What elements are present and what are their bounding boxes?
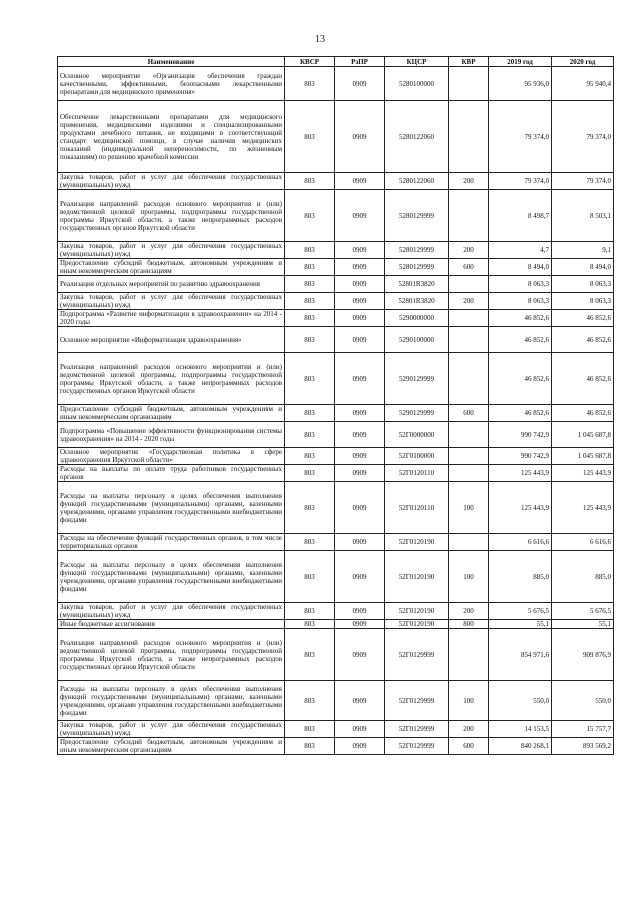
row-kcsr: 52Г0120110 — [385, 482, 449, 534]
table-row — [58, 242, 614, 259]
row-kvsr: 803 — [285, 310, 335, 327]
row-kcsr: 52Г0120190 — [385, 534, 449, 551]
row-kcsr: 5290000000 — [385, 310, 449, 327]
row-amount-2020: 15 757,7 — [552, 721, 614, 738]
row-name: Закупка товаров, работ и услуг для обеспечения государственных (муниципальных) нужд — [58, 293, 285, 310]
header-kvsr: КВСР — [285, 57, 335, 67]
row-amount-2020: 95 940,4 — [552, 67, 614, 101]
row-amount-2020: 46 852,6 — [552, 310, 614, 327]
row-name: Реализация отдельных мероприятий по развитию здравоохранения — [58, 276, 285, 293]
row-kvsr: 803 — [285, 738, 335, 755]
row-kcsr: 5280100000 — [385, 67, 449, 101]
row-amount-2019: 990 742,9 — [489, 422, 552, 448]
row-rzpr: 0909 — [335, 276, 385, 293]
row-kvr: 200 — [449, 173, 489, 190]
row-kvsr: 803 — [285, 465, 335, 482]
row-name: Предоставление субсидий бюджетным, автономным учреждениям и иным некоммерческим организациям — [58, 259, 285, 276]
row-rzpr: 0909 — [335, 405, 385, 422]
header-kvr: КВР — [449, 57, 489, 67]
row-kvsr: 803 — [285, 327, 335, 353]
row-kcsr: 5290129999 — [385, 353, 449, 405]
row-kvr: 600 — [449, 259, 489, 276]
row-kvsr: 803 — [285, 276, 335, 293]
row-amount-2019: 14 153,5 — [489, 721, 552, 738]
row-amount-2020: 79 374,0 — [552, 173, 614, 190]
row-kvr: 200 — [449, 603, 489, 620]
row-kcsr: 52Г0100000 — [385, 448, 449, 465]
row-name: Реализация направлений расходов основного мероприятия и (или) ведомственной целевой программы, подпрограммы государственной программы Иркутской области, а также непрограммных расходов государственных органов Иркутской области — [58, 353, 285, 405]
table-row — [58, 353, 614, 405]
row-kvsr: 803 — [285, 534, 335, 551]
row-kcsr: 52801R3820 — [385, 293, 449, 310]
row-name: Подпрограмма «Развитие информатизации в здравоохранении» на 2014 - 2020 годы — [58, 310, 285, 327]
table-row — [58, 551, 614, 603]
row-kvsr: 803 — [285, 681, 335, 721]
row-kcsr: 52Г0129999 — [385, 721, 449, 738]
row-kvr: 100 — [449, 482, 489, 534]
row-rzpr: 0909 — [335, 310, 385, 327]
row-amount-2020: 8 063,3 — [552, 276, 614, 293]
row-kvr — [449, 448, 489, 465]
row-kvsr: 803 — [285, 405, 335, 422]
row-amount-2020: 6 616,6 — [552, 534, 614, 551]
row-name: Основное мероприятие «Организация обеспечения граждан качественными, эффективными, безопасными лекарственными препаратами для медицинского применения» — [58, 67, 285, 101]
row-kvr: 100 — [449, 551, 489, 603]
row-rzpr: 0909 — [335, 603, 385, 620]
row-kvr — [449, 422, 489, 448]
row-kvr: 200 — [449, 721, 489, 738]
row-amount-2020: 46 852,6 — [552, 405, 614, 422]
header-2019: 2019 год — [489, 57, 552, 67]
row-rzpr: 0909 — [335, 67, 385, 101]
row-rzpr: 0909 — [335, 738, 385, 755]
row-kvr — [449, 276, 489, 293]
row-kvr — [449, 465, 489, 482]
row-kvsr: 803 — [285, 67, 335, 101]
row-amount-2019: 46 852,6 — [489, 405, 552, 422]
row-amount-2019: 8 494,0 — [489, 259, 552, 276]
row-amount-2019: 854 971,6 — [489, 629, 552, 681]
row-rzpr: 0909 — [335, 534, 385, 551]
table-row — [58, 276, 614, 293]
row-kvr — [449, 327, 489, 353]
row-kvr — [449, 101, 489, 173]
row-rzpr: 0909 — [335, 293, 385, 310]
table-row — [58, 721, 614, 738]
table-row — [58, 67, 614, 101]
table-row — [58, 681, 614, 721]
row-name: Закупка товаров, работ и услуг для обеспечения государственных (муниципальных) нужд — [58, 173, 285, 190]
row-rzpr: 0909 — [335, 173, 385, 190]
row-amount-2019: 46 852,6 — [489, 353, 552, 405]
row-kcsr: 52801R3820 — [385, 276, 449, 293]
row-amount-2019: 885,0 — [489, 551, 552, 603]
row-kvsr: 803 — [285, 448, 335, 465]
row-kvsr: 803 — [285, 101, 335, 173]
row-rzpr: 0909 — [335, 259, 385, 276]
row-rzpr: 0909 — [335, 551, 385, 603]
row-kvr: 100 — [449, 681, 489, 721]
row-amount-2019: 79 374,0 — [489, 173, 552, 190]
row-amount-2020: 8 494,0 — [552, 259, 614, 276]
row-name: Расходы на выплаты персоналу в целях обеспечения выполнения функций государственными (муниципальными) органами, казенными учреждениями, органами управления государственными внебюджетными фондами — [58, 482, 285, 534]
row-kcsr: 5280129999 — [385, 242, 449, 259]
row-amount-2020: 909 876,9 — [552, 629, 614, 681]
row-name: Закупка товаров, работ и услуг для обеспечения государственных (муниципальных) нужд — [58, 242, 285, 259]
row-amount-2020: 1 045 687,8 — [552, 448, 614, 465]
row-kvr — [449, 629, 489, 681]
table-row — [58, 482, 614, 534]
row-kvsr: 803 — [285, 422, 335, 448]
row-kvr — [449, 190, 489, 242]
table-row — [58, 293, 614, 310]
row-kvr — [449, 534, 489, 551]
header-rzpr: РзПР — [335, 57, 385, 67]
row-kvr: 800 — [449, 620, 489, 629]
row-name: Расходы на выплаты персоналу в целях обеспечения выполнения функций государственными (муниципальными) органами, казенными учреждениями, органами управления государственными внебюджетными фондами — [58, 681, 285, 721]
row-kcsr: 5280122060 — [385, 173, 449, 190]
row-amount-2020: 893 569,2 — [552, 738, 614, 755]
row-amount-2020: 550,0 — [552, 681, 614, 721]
row-kvr: 200 — [449, 242, 489, 259]
row-kvr — [449, 353, 489, 405]
row-amount-2019: 79 374,0 — [489, 101, 552, 173]
row-name: Расходы на выплаты персоналу в целях обеспечения выполнения функций государственными (муниципальными) органами, казенными учреждениями, органами управления государственными внебюджетными фондами — [58, 551, 285, 603]
row-rzpr: 0909 — [335, 681, 385, 721]
row-kcsr: 52Г0129999 — [385, 738, 449, 755]
row-rzpr: 0909 — [335, 353, 385, 405]
table-row — [58, 310, 614, 327]
row-amount-2019: 8 063,3 — [489, 276, 552, 293]
row-amount-2019: 46 852,6 — [489, 327, 552, 353]
row-kvsr: 803 — [285, 721, 335, 738]
row-kvsr: 803 — [285, 242, 335, 259]
row-amount-2019: 550,0 — [489, 681, 552, 721]
table-row — [58, 422, 614, 448]
table-row — [58, 173, 614, 190]
row-amount-2020: 9,1 — [552, 242, 614, 259]
row-amount-2020: 885,0 — [552, 551, 614, 603]
row-kcsr: 5290100000 — [385, 327, 449, 353]
row-amount-2020: 46 852,6 — [552, 327, 614, 353]
row-kvsr: 803 — [285, 629, 335, 681]
row-name: Расходы на выплаты по оплате труда работников государственных органов — [58, 465, 285, 482]
row-rzpr: 0909 — [335, 101, 385, 173]
row-amount-2020: 125 443,9 — [552, 465, 614, 482]
row-name: Предоставление субсидий бюджетным, автономным учреждениям и иным некоммерческим организациям — [58, 405, 285, 422]
row-amount-2019: 990 742,9 — [489, 448, 552, 465]
row-name: Основное мероприятие «Государственная политика в сфере здравоохранения Иркутской области» — [58, 448, 285, 465]
row-rzpr: 0909 — [335, 327, 385, 353]
row-kcsr: 5280129999 — [385, 190, 449, 242]
row-kvsr: 803 — [285, 190, 335, 242]
table-row — [58, 629, 614, 681]
row-kvsr: 803 — [285, 173, 335, 190]
row-amount-2019: 4,7 — [489, 242, 552, 259]
row-rzpr: 0909 — [335, 448, 385, 465]
table-row — [58, 327, 614, 353]
row-kvsr: 803 — [285, 259, 335, 276]
row-amount-2020: 125 443,9 — [552, 482, 614, 534]
row-name: Обеспечение лекарственными препаратами для медицинского применения, медицинскими изделиями и специализированными продуктами лечебного питания, не входящими в соответствующий стандарт медицинской помощи, в случае наличия медицинских показаний (индивидуальной непереносимости, по жизненным показаниям) по решению врачебной комиссии — [58, 101, 285, 173]
row-kcsr: 52Г0129999 — [385, 629, 449, 681]
page-number: 13 — [315, 34, 325, 45]
row-amount-2020: 55,1 — [552, 620, 614, 629]
table-row — [58, 259, 614, 276]
table-header-row — [58, 57, 614, 67]
row-amount-2019: 125 443,9 — [489, 482, 552, 534]
row-amount-2020: 46 852,6 — [552, 353, 614, 405]
table-row — [58, 534, 614, 551]
row-amount-2020: 79 374,0 — [552, 101, 614, 173]
row-name: Иные бюджетные ассигнования — [58, 620, 285, 629]
row-name: Реализация направлений расходов основного мероприятия и (или) ведомственной целевой программы, подпрограммы государственной программы Иркутской области, а также непрограммных расходов государственных органов Иркутской области — [58, 190, 285, 242]
row-name: Расходы на обеспечение функций государственных органов, в том числе территориальных органов — [58, 534, 285, 551]
row-amount-2020: 8 063,3 — [552, 293, 614, 310]
row-amount-2019: 5 676,5 — [489, 603, 552, 620]
budget-table — [57, 56, 614, 755]
row-amount-2020: 5 676,5 — [552, 603, 614, 620]
header-2020: 2020 год — [552, 57, 614, 67]
row-rzpr: 0909 — [335, 629, 385, 681]
row-amount-2019: 8 063,3 — [489, 293, 552, 310]
row-name: Основное мероприятие «Информатизация здравоохранения» — [58, 327, 285, 353]
row-amount-2019: 55,1 — [489, 620, 552, 629]
row-kcsr: 52Г0120190 — [385, 603, 449, 620]
table-row — [58, 448, 614, 465]
row-amount-2019: 46 852,6 — [489, 310, 552, 327]
row-name: Предоставление субсидий бюджетным, автономным учреждениям и иным некоммерческим организациям — [58, 738, 285, 755]
row-kvsr: 803 — [285, 293, 335, 310]
row-amount-2019: 125 443,9 — [489, 465, 552, 482]
row-kcsr: 52Г0120190 — [385, 551, 449, 603]
row-name: Закупка товаров, работ и услуг для обеспечения государственных (муниципальных) нужд — [58, 721, 285, 738]
row-rzpr: 0909 — [335, 482, 385, 534]
row-kvr — [449, 67, 489, 101]
row-kvr: 600 — [449, 738, 489, 755]
row-kcsr: 52Г0120110 — [385, 465, 449, 482]
row-kvr: 200 — [449, 293, 489, 310]
row-rzpr: 0909 — [335, 465, 385, 482]
row-kvr — [449, 310, 489, 327]
row-name: Закупка товаров, работ и услуг для обеспечения государственных (муниципальных) нужд — [58, 603, 285, 620]
row-rzpr: 0909 — [335, 190, 385, 242]
row-kvsr: 803 — [285, 482, 335, 534]
row-amount-2020: 8 503,1 — [552, 190, 614, 242]
row-rzpr: 0909 — [335, 422, 385, 448]
row-name: Подпрограмма «Повышение эффективности функционирования системы здравоохранения» на 2014 - 2020 годы — [58, 422, 285, 448]
row-rzpr: 0909 — [335, 620, 385, 629]
header-kcsr: КЦСР — [385, 57, 449, 67]
table-row — [58, 101, 614, 173]
table-row — [58, 405, 614, 422]
row-amount-2020: 1 045 687,8 — [552, 422, 614, 448]
table-row — [58, 738, 614, 755]
row-rzpr: 0909 — [335, 721, 385, 738]
row-amount-2019: 840 268,1 — [489, 738, 552, 755]
row-kcsr: 5290129999 — [385, 405, 449, 422]
row-kvsr: 803 — [285, 620, 335, 629]
row-kvsr: 803 — [285, 353, 335, 405]
row-kcsr: 52Г0120190 — [385, 620, 449, 629]
row-kcsr: 52Г0000000 — [385, 422, 449, 448]
row-kcsr: 5280122060 — [385, 101, 449, 173]
row-amount-2019: 8 498,7 — [489, 190, 552, 242]
row-kvr: 600 — [449, 405, 489, 422]
row-kvsr: 803 — [285, 603, 335, 620]
row-name: Реализация направлений расходов основного мероприятия и (или) ведомственной целевой программы, подпрограммы государственной программы Иркутской области, а также непрограммных расходов государственных органов Иркутской области — [58, 629, 285, 681]
row-kvsr: 803 — [285, 551, 335, 603]
row-rzpr: 0909 — [335, 242, 385, 259]
row-kcsr: 52Г0129999 — [385, 681, 449, 721]
row-kcsr: 5280129999 — [385, 259, 449, 276]
table-row — [58, 465, 614, 482]
table-row — [58, 603, 614, 620]
table-row — [58, 620, 614, 629]
table-row — [58, 190, 614, 242]
row-amount-2019: 95 936,0 — [489, 67, 552, 101]
header-name: Наименование — [58, 57, 285, 67]
row-amount-2019: 6 616,6 — [489, 534, 552, 551]
